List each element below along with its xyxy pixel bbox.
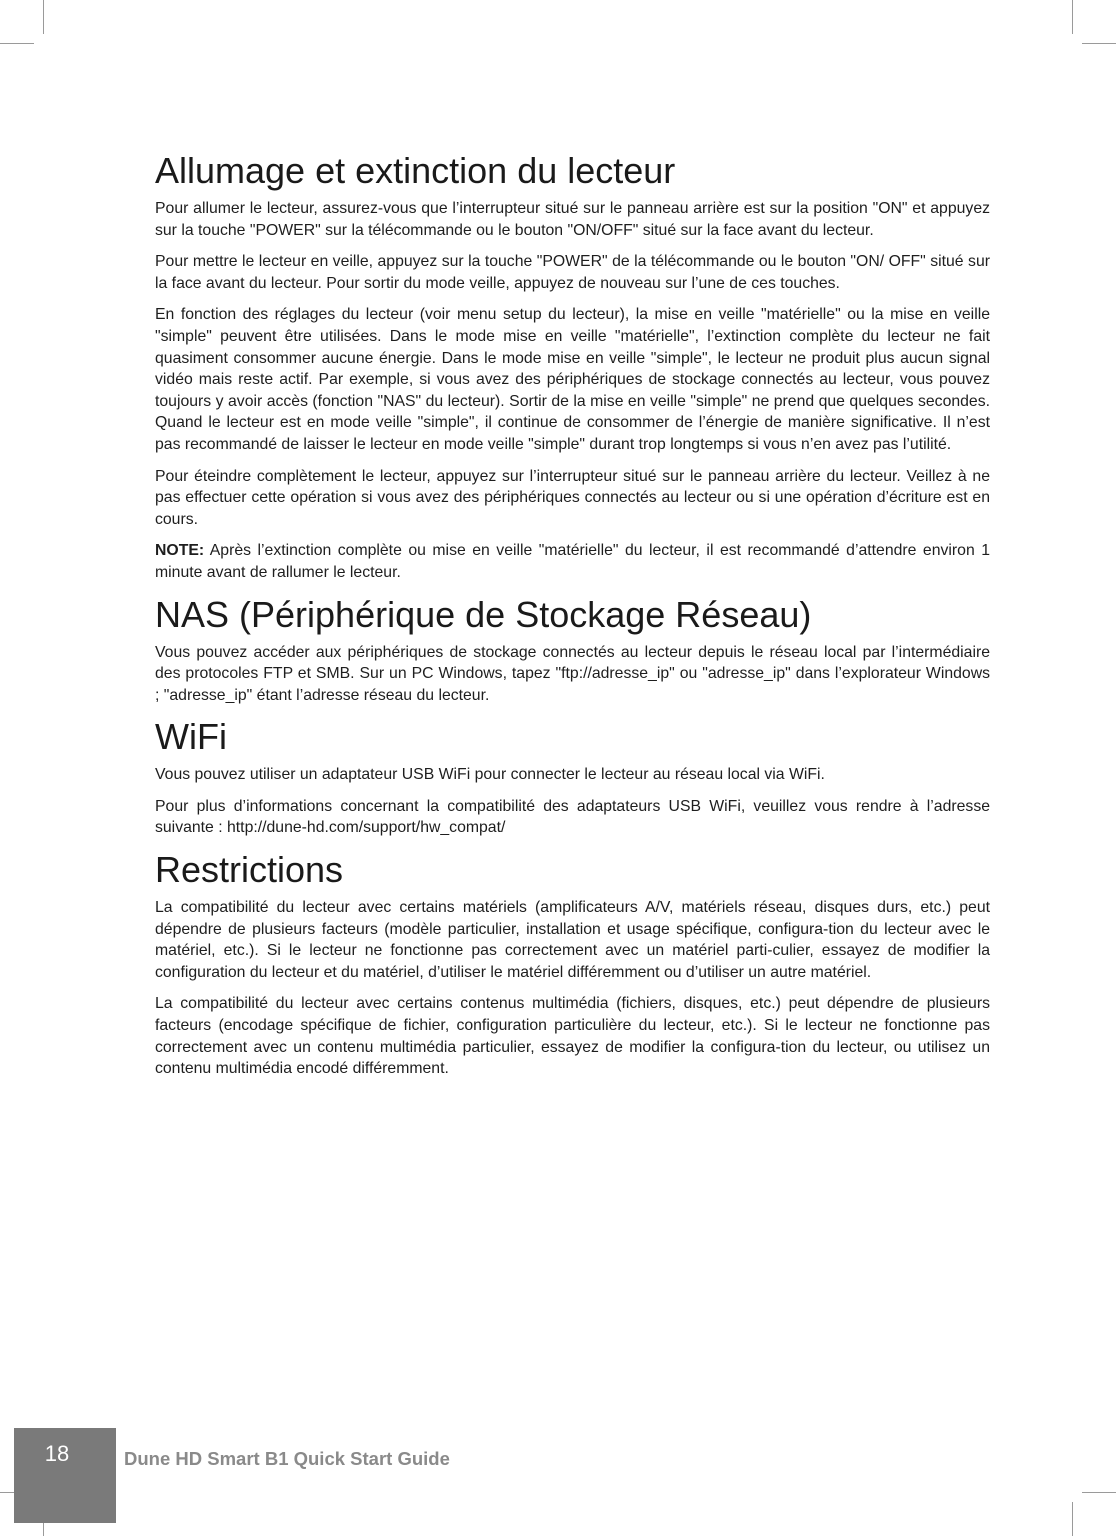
paragraph: Vous pouvez utiliser un adaptateur USB WiFi pour connecter le lecteur au réseau local via WiFi.	[155, 766, 825, 784]
page-content	[155, 150, 990, 1090]
note-label: NOTE:	[155, 542, 205, 560]
paragraph: Pour plus d’informations concernant la compatibilité des adaptateurs USB WiFi, veuillez vous rendre à l’adresse suivante : http://dune-hd.com/support/hw_compat/	[155, 797, 990, 837]
note-text: Après l’extinction complète ou mise en veille "matérielle" du lecteur, il est recommandé d’attendre environ 1 minute avant de rallumer le lecteur.	[155, 542, 990, 581]
crop-mark	[0, 43, 34, 44]
section-wifi	[155, 716, 990, 839]
paragraph: La compatibilité du lecteur avec certains matériels (amplificateurs A/V, matériels réseau, disques durs, etc.) peut dépendre de plusieurs facteurs (modèle particulier, installation et usage spécifique, configura-tion du lecteur avec le matériel, etc.). Si le lecteur ne fonctionne pas correctement avec un matériel parti-culier, essayez de modifier la configuration du lecteur et du matériel, d’utiliser le matériel différemment ou d’utiliser un autre matériel.	[155, 899, 990, 981]
crop-mark	[1072, 0, 1073, 34]
paragraph: Pour éteindre complètement le lecteur, appuyez sur l’interrupteur situé sur le panneau arrière du lecteur. Veillez à ne pas effectuer cette opération si vous avez des périphériques connectés au lecteur ou si une opération d’écriture est en cours.	[155, 467, 990, 528]
section-title: Allumage et extinction du lecteur	[155, 150, 676, 191]
paragraph: La compatibilité du lecteur avec certains contenus multimédia (fichiers, disques, etc.) peut dépendre de plusieurs facteurs (encodage spécifique de fichier, configuration particulière du lecteur, etc.). Si le lecteur ne fonctionne pas correctement avec un contenu multimédia particulier, essayez de modifier la configura-tion du lecteur, ou utilisez un contenu multimédia encodé différemment.	[155, 995, 990, 1078]
paragraph: Pour mettre le lecteur en veille, appuyez sur la touche "POWER" de la télécommande ou le bouton "ON/ OFF" situé sur la face avant du lecteur. Pour sortir du mode veille, appuyez de nouveau sur l’une de ces touches.	[155, 253, 990, 292]
page-number-box	[14, 1428, 116, 1523]
section-title: Restrictions	[155, 849, 344, 891]
section-title: NAS (Périphérique de Stockage Réseau)	[155, 593, 812, 635]
crop-mark	[1082, 1492, 1116, 1493]
section-power	[155, 150, 990, 584]
section-restrictions	[155, 849, 990, 1080]
footer-title: Dune HD Smart B1 Quick Start Guide	[124, 1448, 450, 1469]
paragraph: En fonction des réglages du lecteur (voir menu setup du lecteur), la mise en veille "matérielle" ou la mise en veille "simple" peuvent être utilisées. Dans le mode mise en veille "matérielle", l’extinction complète du lecteur ne fait quasiment consommer aucune énergie. Dans le mode mise en veille "simple", le lecteur ne produit plus aucun signal vidéo mais reste actif. Par exemple, si vous avez des périphériques de stockage connectés au lecteur, vous pouvez toujours y avoir accès (fonction "NAS" du lecteur). Sortir de la mise en veille "simple" ne prend que quelques secondes. Quand le lecteur est en mode veille "simple", il continue de consommer de l’énergie de manière significative. Il n’est pas recommandé de laisser le lecteur en mode veille "simple" durant trop longtemps si vous n’en avez pas l’utilité.	[155, 306, 990, 453]
crop-mark	[1082, 43, 1116, 44]
crop-mark	[1072, 1502, 1073, 1536]
section-title: WiFi	[155, 716, 227, 758]
note-paragraph	[155, 540, 990, 583]
crop-mark	[43, 0, 44, 34]
page-number: 18	[44, 1441, 70, 1466]
section-nas	[155, 594, 990, 707]
paragraph: Pour allumer le lecteur, assurez-vous que l’interrupteur situé sur le panneau arrière est sur la position "ON" et appuyez sur la touche "POWER" sur la télécommande ou le bouton "ON/OFF" situé sur la face avant du lecteur.	[155, 200, 990, 239]
paragraph: Vous pouvez accéder aux périphériques de stockage connectés au lecteur depuis le réseau local par l’intermédiaire des protocoles FTP et SMB. Sur un PC Windows, tapez "ftp://adresse_ip" ou "adresse_ip" dans l’explorateur Windows ; "adresse_ip" étant l’adresse réseau du lecteur.	[155, 643, 990, 704]
